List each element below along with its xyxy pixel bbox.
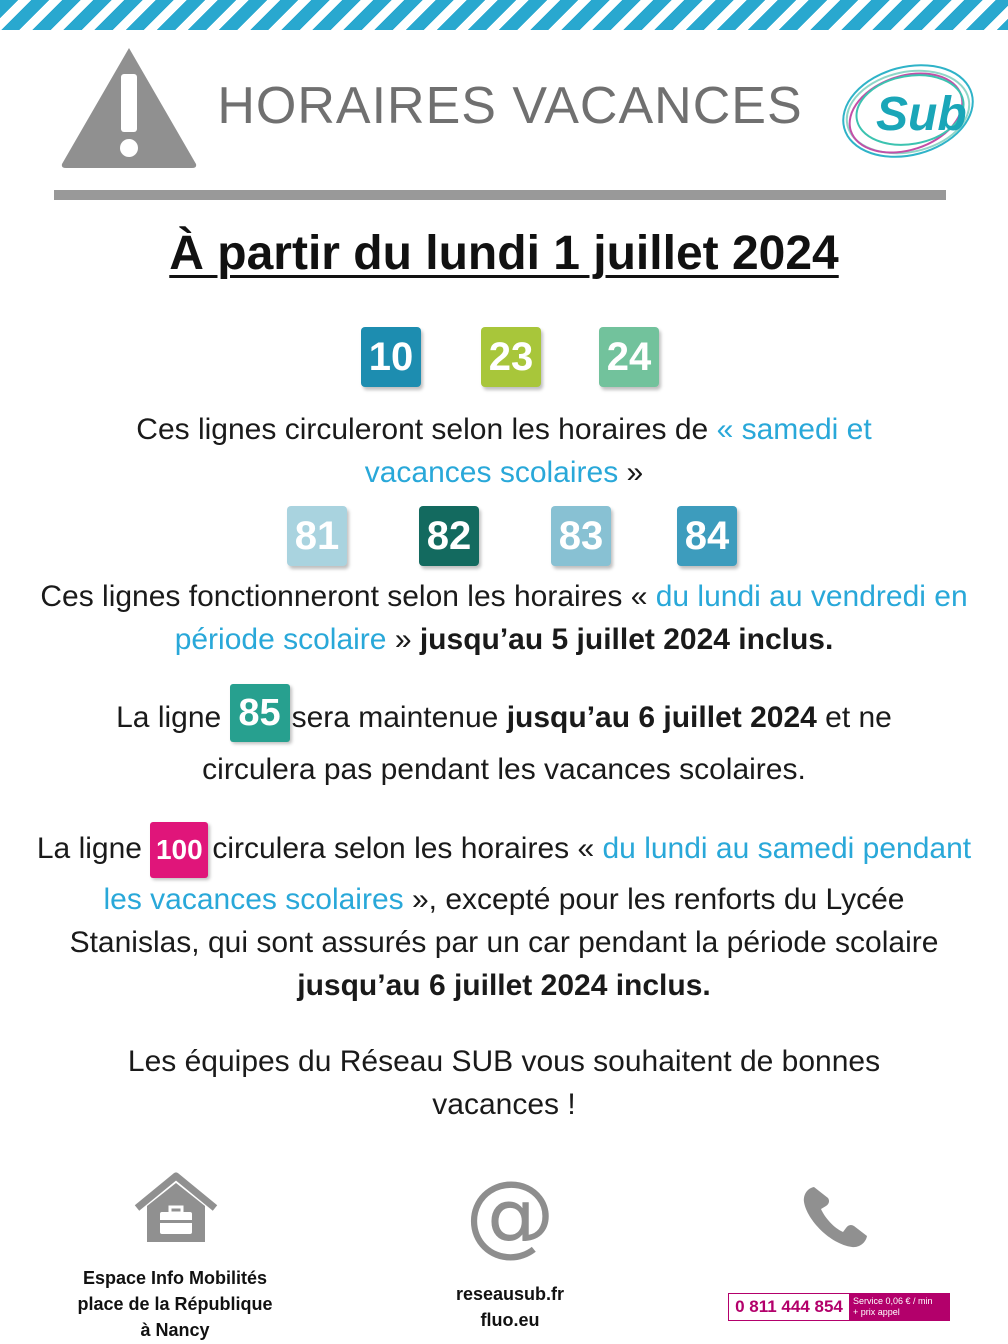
group-2-schedule-type: du lundi au vendredi en période scolaire [174,580,968,656]
page-title: HORAIRES VACANCES [217,77,803,135]
line-badge-23: 23 [481,327,541,387]
website-link-reseausub[interactable]: reseausub.fr [455,1284,565,1304]
line-badge-81: 81 [287,506,347,566]
websites [420,1281,600,1333]
line-badge-84: 84 [677,506,737,566]
office-address: Espace Info Mobilités place de la République à Nancy [77,1268,273,1340]
phone-icon [800,1184,872,1250]
group-2-description: Ces lignes fonctionneront selon les horaires « du lundi au vendredi en période scolaire » jusqu’au 5 juillet 2024 inclus. [40,580,968,656]
line-badge-10: 10 [361,327,421,387]
line-100-description: La ligne 100 circulera selon les horaires « du lundi au samedi pendant les vacances scolaires », excepté pour les renforts du Lycée Stanislas, qui sont assurés par un car pendant la période scolaire jusqu’au 6 juillet 2024 inclus. [36,822,972,1007]
divider [54,190,946,200]
warning-triangle-icon [58,44,200,170]
headline-text: À partir du lundi 1 juillet 2024 [169,227,839,280]
line-85-description: La ligne 85 sera maintenue jusqu’au 6 juillet 2024 et ne circulera pas pendant les vacances scolaires. [70,690,938,791]
logo-text: Sub [876,88,967,141]
line-badge-85: 85 [230,684,290,742]
badges-group-2 [0,506,1008,566]
line-badge-82: 82 [419,506,479,566]
group-1-schedule-type: « samedi et vacances scolaires [364,413,872,489]
house-briefcase-icon [133,1172,219,1244]
at-sign-icon: @ [465,1162,555,1267]
line-badge-100: 100 [150,822,208,878]
badges-group-1 [0,327,1008,387]
striped-banner [0,0,1008,30]
line-badge-83: 83 [551,506,611,566]
group-1-description: Ces lignes circuleront selon les horaires de « samedi et vacances scolaires » [136,413,872,489]
closing-message: Les équipes du Réseau SUB vous souhaitent de bonnes vacances ! [127,1045,881,1121]
phone-number: 0 811 444 854 [729,1294,849,1320]
website-link-fluo[interactable]: fluo.eu [480,1310,540,1330]
phone-number-box[interactable] [728,1293,950,1321]
line-100-schedule-type: du lundi au samedi pendant les vacances scolaires [103,831,972,916]
phone-fee-info: Service 0,06 € / min + prix appel [849,1294,949,1320]
sub-logo [836,56,978,168]
line-badge-24: 24 [599,327,659,387]
effective-date-heading [0,226,1008,281]
